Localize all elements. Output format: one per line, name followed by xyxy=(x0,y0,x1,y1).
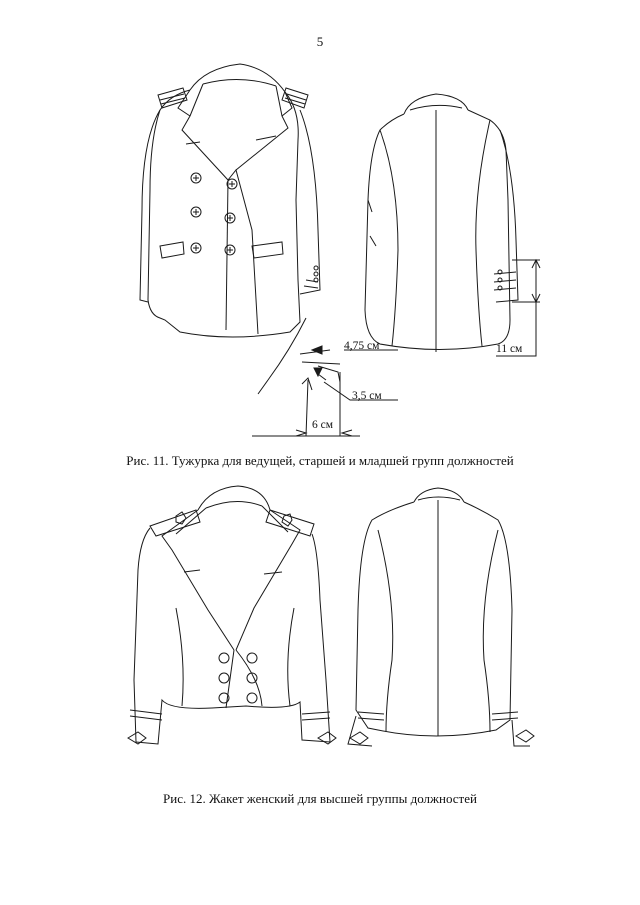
back-jacket xyxy=(365,94,518,352)
dimension-lapel-label: 3,5 см xyxy=(352,390,382,402)
dimension-sleeve-label: 11 см xyxy=(496,343,523,355)
figure-11-drawing xyxy=(0,50,640,450)
figure-12 xyxy=(0,480,640,780)
dimension-pocket-label: 6 см xyxy=(312,419,334,431)
dimension-collar-label: 4,75 см xyxy=(344,340,380,352)
figure-11 xyxy=(0,50,640,450)
front-jacket xyxy=(140,64,320,337)
figure-11-caption: Рис. 11. Тужурка для ведущей, старшей и младшей групп должностей xyxy=(126,453,514,468)
women-front-jacket xyxy=(128,486,336,744)
front-buttons xyxy=(191,173,237,255)
page-number: 5 xyxy=(316,34,324,49)
women-back-jacket xyxy=(348,488,534,746)
figure-12-caption: Рис. 12. Жакет женский для высшей группы должностей xyxy=(163,791,477,806)
figure-12-drawing xyxy=(0,480,640,780)
